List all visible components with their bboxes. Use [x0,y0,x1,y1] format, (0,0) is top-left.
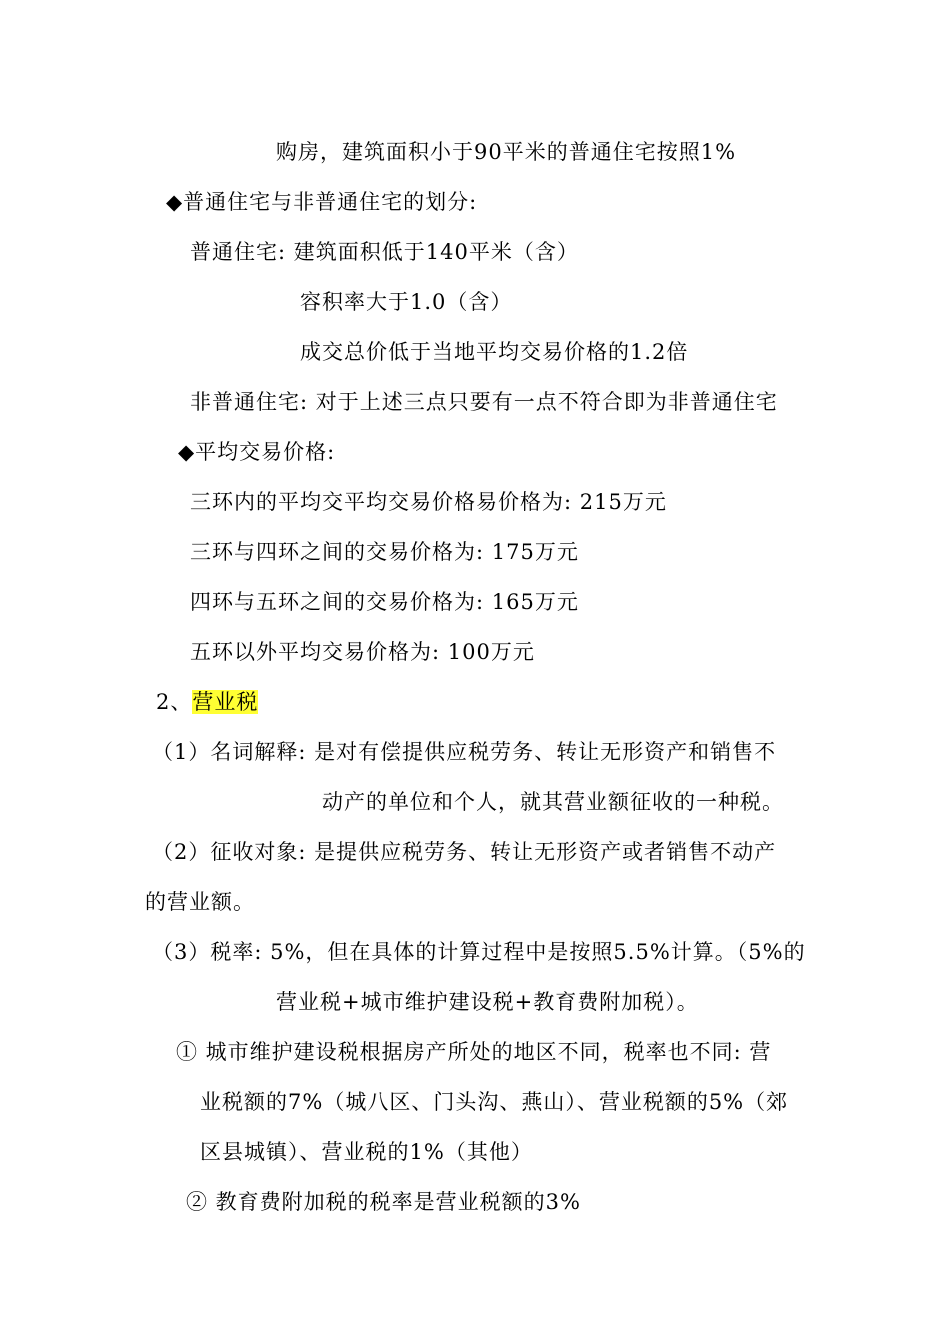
text-line: 购房，建筑面积小于90平米的普通住宅按照1% [276,140,737,164]
text-line: 四环与五环之间的交易价格为: 165万元 [190,590,579,614]
text-line: 营业税+城市维护建设税+教育费附加税）。 [276,990,699,1014]
text-line: 容积率大于1.0（含） [300,290,513,314]
text-line: 成交总价低于当地平均交易价格的1.2倍 [300,340,689,364]
text-line: 三环与四环之间的交易价格为: 175万元 [190,540,579,564]
text-line: 非普通住宅: 对于上述三点只要有一点不符合即为非普通住宅 [190,390,778,414]
text-line: ② 教育费附加税的税率是营业税额的3% [186,1190,581,1214]
text-line: 五环以外平均交易价格为: 100万元 [190,640,535,664]
section-heading [156,688,258,716]
text-line: ① 城市维护建设税根据房产所处的地区不同，税率也不同: 营 [176,1040,772,1064]
text-line: 普通住宅: 建筑面积低于140平米（含） [190,240,579,264]
text-line: （1）名词解释: 是对有偿提供应税劳务、转让无形资产和销售不 [152,740,777,764]
text-line: 三环内的平均交平均交易价格易价格为: 215万元 [190,490,667,514]
bullet-heading: ◆平均交易价格: [178,440,336,464]
text-line: 区县城镇）、营业税的1%（其他） [200,1140,533,1164]
text-line: （2）征收对象: 是提供应税劳务、转让无形资产或者销售不动产 [152,840,777,864]
text-line: 的营业额。 [145,890,255,914]
section-title-highlighted: 营业税 [192,690,259,714]
text-line: （3）税率: 5%，但在具体的计算过程中是按照5.5%计算。（5%的 [152,940,806,964]
text-line: 动产的单位和个人，就其营业额征收的一种税。 [322,790,784,814]
bullet-heading: ◆普通住宅与非普通住宅的划分: [166,190,478,214]
section-number: 2、 [156,690,193,714]
text-line: 业税额的7%（城八区、门头沟、燕山）、营业税额的5%（郊 [200,1090,789,1114]
